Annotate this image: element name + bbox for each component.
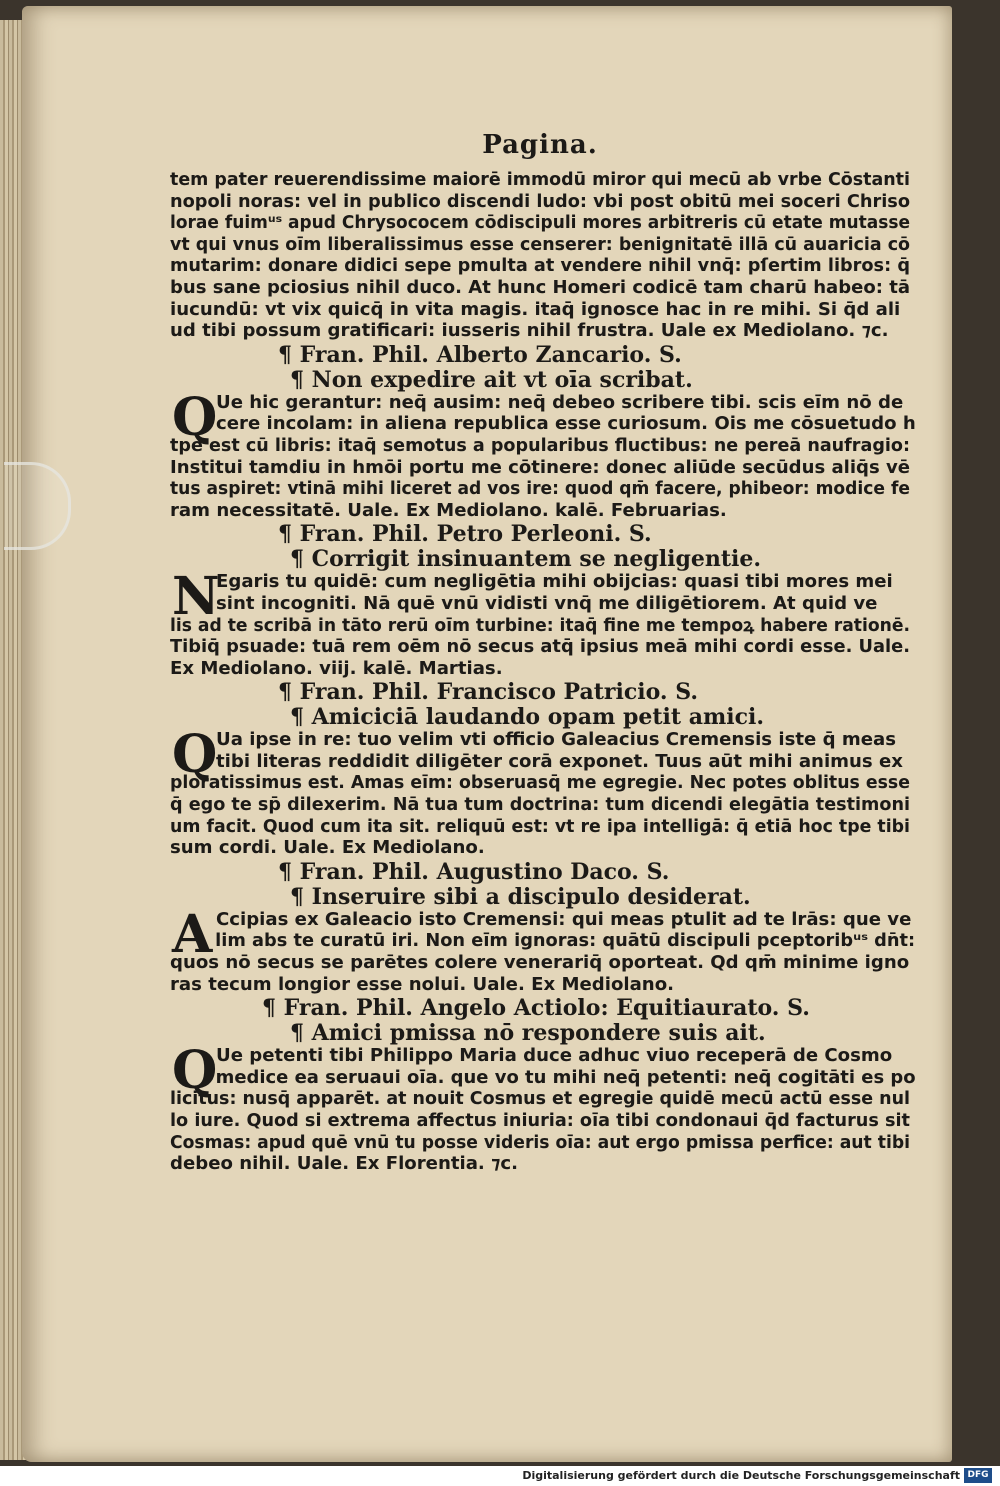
text-line: Ex Mediolano. viij. kalē. Martias. — [170, 658, 503, 679]
letter-subheading: ¶ Non expedire ait vt oīa scribat. — [290, 366, 693, 393]
text-line: tibi literas reddidit diligēter corā exponet. Tuus aūt mihi animus ex — [216, 751, 903, 772]
text-line: ud tibi possum gratificari: iusseris nihil frustra. Uale ex Mediolano. ⁊c. — [170, 321, 889, 342]
text-line: ras tecum longior esse nolui. Uale. Ex Mediolano. — [170, 974, 675, 995]
text-line: lo iure. Quod si extrema affectus iniuria: oīa tibi condonaui q̄d facturus sit — [170, 1111, 910, 1131]
text-line: Institui tamdiu in hmōi portu me cōtinere: donec aliūde secūdus aliq̄s vē — [170, 457, 910, 478]
text-line: cere incolam: in aliena republica esse curiosum. Ois me cōsuetudo h — [216, 414, 916, 435]
drop-initial: N — [172, 566, 220, 628]
text-line: Ua ipse in re: tuo velim vti officio Galeacius Cremensis iste q̄ meas — [216, 730, 897, 751]
text-line: tpe est cū libris: itaq̄ semotus a popularibus fluctibus: ne pereā naufragio: — [170, 435, 910, 456]
letter-body — [170, 386, 916, 523]
letter-body — [170, 566, 911, 680]
text-line: medice ea seruaui oīa. que vo tu mihi neq̄ petenti: neq̄ cogitāti es po — [215, 1067, 916, 1088]
text-line: Ue hic gerantur: neq̄ ausim: neq̄ debeo scribere tibi. scis eīm nō de — [216, 392, 904, 413]
letter-body — [170, 903, 916, 996]
drop-initial: A — [172, 903, 213, 965]
letter-heading: ¶ Fran. Phil. Angelo Actiolo: Equitiaurato. S. — [262, 995, 810, 1022]
intro-text — [170, 170, 910, 343]
text-line: Tibiq̄ psuade: tuā rem oēm nō secus atq̄ ipsius meā mihi cordi esse. Uale. — [170, 637, 910, 658]
funding-notice: Digitalisierung gefördert durch die Deutsche Forschungsgemeinschaft — [522, 1469, 960, 1482]
text-line: sum cordi. Uale. Ex Mediolano. — [170, 838, 485, 859]
letter-heading: ¶ Fran. Phil. Francisco Patricio. S. — [278, 679, 698, 706]
text-line: Cosmas: apud quē vnū tu posse videris oīa: aut ergo pmissa perfice: aut tibi — [170, 1132, 910, 1153]
text-line: tus aspiret: vtinā mihi liceret ad vos ire: quod qm̄ facere, phibeor: modice fe — [170, 479, 910, 500]
text-line: debeo nihil. Uale. Ex Florentia. ⁊c. — [170, 1154, 518, 1175]
letter-body — [170, 724, 910, 860]
letter-heading: ¶ Fran. Phil. Alberto Zancario. S. — [278, 341, 682, 368]
dfg-logo: DFG — [964, 1468, 992, 1483]
text-line: bus sane pciosius nihil duco. At hunc Homeri codicē tam charū habeo: tā — [170, 277, 910, 298]
page-header: Pagina. — [482, 130, 598, 160]
footer-bar — [0, 1466, 1000, 1486]
text-line: um facit. Quod cum ita sit. reliquū est: vt re ipa intelligā: q̄ etiā hoc tpe tibi — [170, 816, 910, 837]
letter-body — [170, 1040, 916, 1176]
letter-subheading: ¶ Corrigit insinuantem se negligentie. — [290, 546, 762, 573]
text-line: Ccipias ex Galeacio isto Cremensi: qui meas ptulit ad te lrās: que ve — [216, 909, 912, 930]
page-content — [170, 130, 916, 1176]
text-line: sint incogniti. Nā quē vnū vidisti vnq̄ me diligētiorem. At quid ve — [216, 593, 878, 614]
text-line: vt qui vnus oīm liberalissimus esse censerer: benignitatē illā cū auaricia cō — [170, 234, 910, 255]
letter-subheading: ¶ Amiciciā laudando opam petit amici. — [290, 704, 765, 731]
text-line: nopoli noras: vel in publico discendi ludo: vbi post obitū mei soceri Chriso — [170, 191, 910, 212]
letter-heading: ¶ Fran. Phil. Augustino Daco. S. — [278, 858, 670, 885]
drop-initial: Q — [172, 724, 218, 786]
text-line: lim abs te curatū iri. Non eīm ignoras: quātū discipuli pceptoribᵘˢ dn̄t: — [215, 931, 916, 952]
letter-heading: ¶ Fran. Phil. Petro Perleoni. S. — [278, 521, 652, 548]
text-line: Ue petenti tibi Philippo Maria duce adhuc viuo receperā de Cosmo — [216, 1046, 893, 1067]
text-line: iucundū: vt vix quicq̄ in vita magis. itaq̄ ignosce hac in re mihi. Si q̄d ali — [170, 299, 901, 320]
letter-subheading: ¶ Inseruire sibi a discipulo desiderat. — [290, 883, 751, 910]
drop-initial: Q — [172, 1040, 218, 1102]
text-line: tem pater reuerendissime maiorē immodū miror qui mecū ab vrbe Cōstanti — [170, 170, 910, 190]
text-line: quos nō secus se parētes colere venerariq̄ oportеat. Qd̄ qm̄ minime igno — [170, 953, 910, 974]
text-line: q̄ ego te sp̄ dilexerim. Nā tua tum doctrina: tum dicendi elegātia testimoni — [170, 795, 910, 816]
text-line: ram necessitatē. Uale. Ex Mediolano. kalē. Februarias. — [170, 500, 727, 521]
letter-subheading: ¶ Amici pmissa nō respondere suis ait. — [290, 1020, 766, 1047]
text-line: lorae fuimᵘˢ apud Chrysococem cōdiscipuli mores arbitreris cū etate mutasse — [170, 213, 910, 234]
drop-initial: Q — [172, 386, 218, 448]
text-line: licitus: nusq̄ apparēt. at nouit Cosmus et egregie quidē mecū actū esse nul — [170, 1089, 910, 1110]
text-line: Egaris tu quidē: cum negligētia mihi obijcias: quasi tibi mores mei — [216, 572, 893, 593]
text-line: lis ad te scribā in tāto rerū oīm turbine: itaq̄ fine me tempoꝝ habere rationē. — [170, 615, 911, 636]
text-line: ploratissimus est. Amas eīm: obseruasq̄ me egregie. Nec potes oblitus esse — [170, 773, 910, 794]
text-line: mutarim: donare didici sepe pmulta at vendere nihil vnq̄: pſertim libros: q̄ — [170, 256, 910, 277]
